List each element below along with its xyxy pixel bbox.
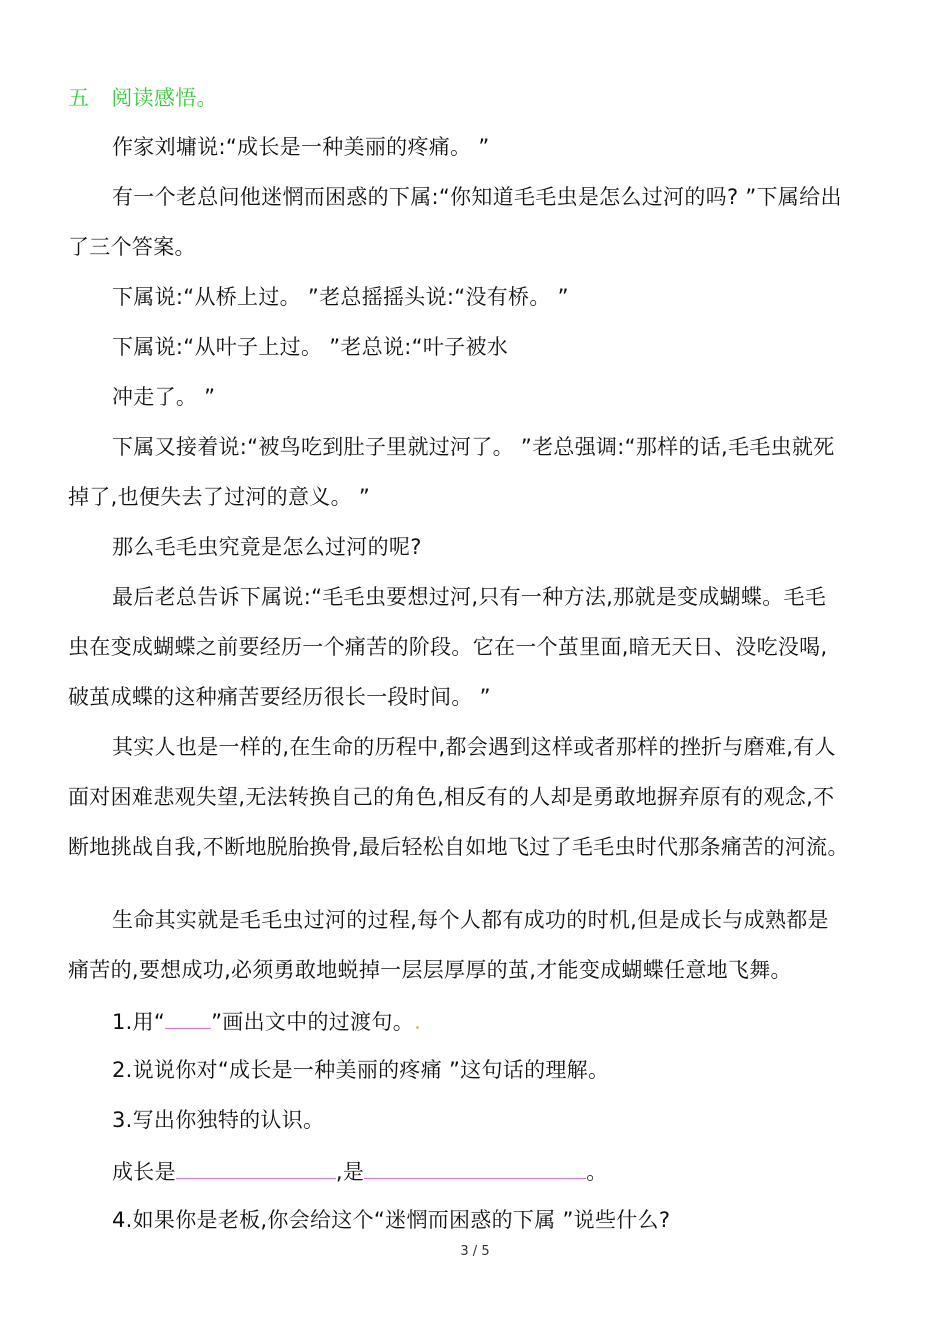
paragraph-line: 下属说:“从桥上过。 ”老总摇摇头说:“没有桥。 ” <box>112 285 569 309</box>
paragraph-line: 下属说:“从叶子上过。 ”老总说:“叶子被水 <box>112 335 509 359</box>
question-1-prefix: 1.用“ <box>112 1010 166 1034</box>
paragraph-line: 了三个答案。 <box>68 235 196 259</box>
question-2: 2.说说你对“成长是一种美丽的疼痛 ”这句话的理解。 <box>112 1058 610 1082</box>
fill-blank-1[interactable] <box>176 1156 336 1179</box>
question-1-suffix: ”画出文中的过渡句。 <box>211 1010 415 1034</box>
paragraph-line: 作家刘墉说:“成长是一种美丽的疼痛。 ” <box>112 135 490 159</box>
underline-blank <box>165 1006 211 1029</box>
paragraph-line: 那么毛毛虫究竟是怎么过河的呢? <box>112 535 422 559</box>
section-heading <box>68 84 218 112</box>
paragraph-line: 下属又接着说:“被鸟吃到肚子里就过河了。 ”老总强调:“那样的话,毛毛虫就死 <box>112 435 835 459</box>
section-title: 阅读感悟。 <box>111 86 218 110</box>
paragraph-line: 生命其实就是毛毛虫过河的过程,每个人都有成功的时机,但是成长与成熟都是 <box>112 908 829 932</box>
paragraph-line: 最后老总告诉下属说:“毛毛虫要想过河,只有一种方法,那就是变成蝴蝶。毛毛 <box>112 585 827 609</box>
paragraph-line: 虫在变成蝴蝶之前要经历一个痛苦的阶段。它在一个茧里面,暗无天日、没吃没喝, <box>68 635 828 659</box>
paragraph-line: 掉了,也便失去了过河的意义。 ” <box>68 485 371 509</box>
fill-prefix: 成长是 <box>112 1160 176 1184</box>
question-3: 3.写出你独特的认识。 <box>112 1108 325 1132</box>
paragraph-line: 断地挑战自我,不断地脱胎换骨,最后轻松自如地飞过了毛毛虫时代那条痛苦的河流。 <box>68 835 849 859</box>
paragraph-line: 冲走了。 ” <box>112 385 216 409</box>
page-number: 3 / 5 <box>460 1244 490 1259</box>
question-1 <box>112 1006 419 1036</box>
paragraph-line: 其实人也是一样的,在生命的历程中,都会遇到这样或者那样的挫折与磨难,有人 <box>112 735 836 759</box>
paragraph-line: 痛苦的,要想成功,必须勇敢地蜕掉一层层厚厚的茧,才能变成蝴蝶任意地飞舞。 <box>68 958 792 982</box>
fill-middle: ,是 <box>335 1160 365 1184</box>
paragraph-line: 破茧成蝶的这种痛苦要经历很长一段时间。 ” <box>68 685 491 709</box>
section-number: 五 <box>68 86 90 110</box>
question-4: 4.如果你是老板,你会给这个“迷惘而困惑的下属 ”说些什么? <box>112 1208 671 1232</box>
paragraph-line: 有一个老总问他迷惘而困惑的下属:“你知道毛毛虫是怎么过河的吗? ”下属给出 <box>112 185 842 209</box>
fill-end: 。 <box>586 1160 608 1184</box>
paragraph-line: 面对困难悲观失望,无法转换自己的角色,相反有的人却是勇敢地摒弃原有的观念,不 <box>68 785 835 809</box>
fill-blank-2[interactable] <box>364 1156 586 1179</box>
question-3-fill <box>112 1156 608 1186</box>
dot-mark <box>416 1026 419 1029</box>
